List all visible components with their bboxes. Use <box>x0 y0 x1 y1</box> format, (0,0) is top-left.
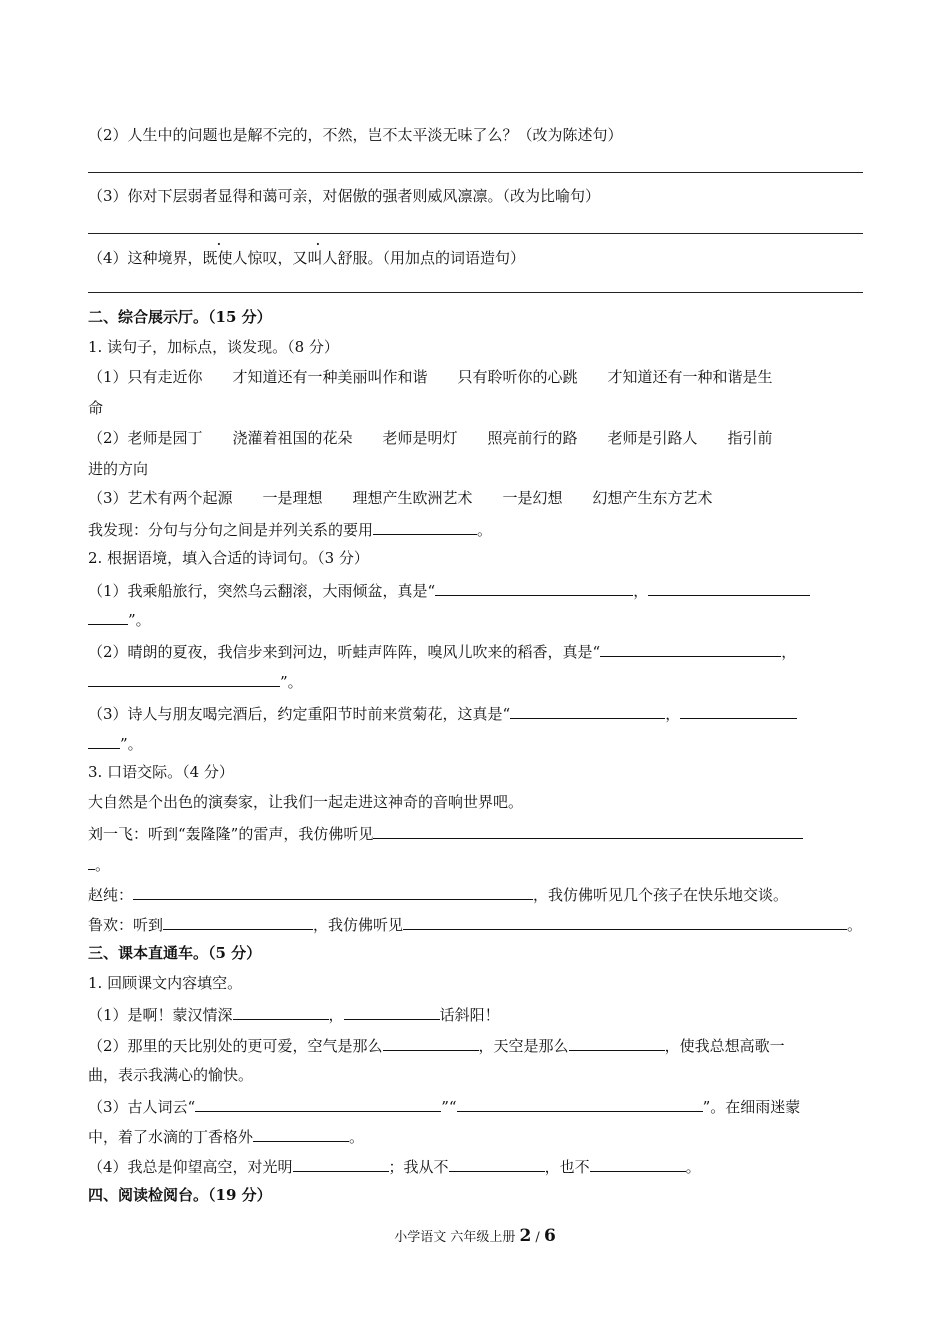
fill-blank[interactable] <box>163 913 313 930</box>
s2-q3-intro: 大自然是个出色的演奏家，让我们一起走进这神奇的音响世界吧。 <box>88 793 524 811</box>
fill-blank[interactable] <box>600 640 781 657</box>
fill-blank[interactable] <box>569 1034 665 1051</box>
s2-q2-item-2-cont: ”。 <box>88 670 864 692</box>
fill-blank[interactable] <box>88 608 128 625</box>
s2-q3-item-1: 刘一飞：听到“轰隆隆”的雷声，我仿佛听见 <box>88 822 864 844</box>
s2-q3-item-3: 鲁欢：听到 ，我仿佛听见 。 <box>88 913 864 935</box>
page-number: 2 <box>519 1226 532 1246</box>
fill-blank[interactable] <box>403 913 847 930</box>
fill-blank[interactable] <box>449 1155 545 1172</box>
s2-q2-item-1: （1）我乘船旅行，突然乌云翻滚，大雨倾盆，真是“ ， <box>88 579 864 601</box>
s2-q3-item-1-cont: 。 <box>88 853 864 875</box>
s3-item-2: （2）那里的天比别处的更可爱，空气是那么 ，天空是那么 ，使我总想高歌一 <box>88 1034 864 1056</box>
page-footer <box>0 1226 950 1248</box>
footer-label: 小学语文 六年级上册 <box>394 1230 520 1245</box>
fill-blank[interactable] <box>590 1155 686 1172</box>
s2-q2-title: 2. 根据语境，填入合适的诗词句。（3 分） <box>88 549 369 567</box>
s2-q1-sentence-3: （3）艺术有两个起源 一是理想 理想产生欧洲艺术 一是幻想 幻想产生东方艺术 <box>88 489 713 507</box>
s3-q1-title: 1. 回顾课文内容填空。 <box>88 974 243 992</box>
fill-blank[interactable] <box>680 702 797 719</box>
question-4-text: （4）这种境界，既使人惊叹，又叫人舒服。（用加点的词语造句） <box>88 249 526 267</box>
s2-q2-item-2: （2）晴朗的夏夜，我信步来到河边，听蛙声阵阵，嗅风儿吹来的稻香，真是“ ， <box>88 640 864 662</box>
fill-blank[interactable] <box>344 1003 440 1020</box>
emphasis-dot: · <box>217 238 221 251</box>
fill-blank[interactable] <box>373 822 803 839</box>
fill-blank[interactable] <box>88 853 95 870</box>
s3-item-3-cont: 中，着了水滴的丁香格外 。 <box>88 1125 864 1147</box>
page-total: 6 <box>543 1226 556 1246</box>
answer-line[interactable] <box>88 292 863 293</box>
s3-item-1: （1）是啊！蒙汉情深 ， 话斜阳！ <box>88 1003 864 1025</box>
s2-q1-sentence-1: （1）只有走近你 才知道还有一种美丽叫作和谐 只有聆听你的心跳 才知道还有一种和谐是生 <box>88 368 773 386</box>
s3-item-4: （4）我总是仰望高空，对光明 ；我从不 ，也不 。 <box>88 1155 864 1177</box>
fill-blank[interactable] <box>648 579 810 596</box>
section-4-title: 四、阅读检阅台。（19 分） <box>88 1186 272 1204</box>
s2-q1-sentence-1-cont: 命 <box>88 399 104 417</box>
section-3-title: 三、课本直通车。（5 分） <box>88 944 262 962</box>
fill-blank[interactable] <box>233 1003 329 1020</box>
s3-item-3: （3）古人词云“ ”“ ”。在细雨迷蒙 <box>88 1095 864 1117</box>
s2-q1-sentence-2-cont: 进的方向 <box>88 460 149 478</box>
fill-blank[interactable] <box>88 670 280 687</box>
s2-q3-title: 3. 口语交际。（4 分） <box>88 763 234 781</box>
s2-q1-sentence-2: （2）老师是园丁 浇灌着祖国的花朵 老师是明灯 照亮前行的路 老师是引路人 指引前 <box>88 429 773 447</box>
fill-blank[interactable] <box>195 1095 441 1112</box>
fill-blank[interactable] <box>373 518 477 535</box>
s2-q2-item-1-cont: ”。 <box>88 608 864 630</box>
s2-q1-discovery: 我发现：分句与分句之间是并列关系的要用 。 <box>88 518 864 540</box>
question-3-text: （3）你对下层弱者显得和蔼可亲，对倨傲的强者则威风凛凛。（改为比喻句） <box>88 187 601 205</box>
section-2-title: 二、综合展示厅。（15 分） <box>88 308 272 326</box>
s2-q2-item-3-cont: ”。 <box>88 732 864 754</box>
answer-line[interactable] <box>88 233 863 234</box>
question-2-text: （2）人生中的问题也是解不完的，不然，岂不太平淡无味了么？（改为陈述句） <box>88 126 623 144</box>
s3-item-2-cont: 曲，表示我满心的愉快。 <box>88 1066 254 1084</box>
emphasis-dot: · <box>316 238 320 251</box>
s2-q2-item-3: （3）诗人与朋友喝完酒后，约定重阳节时前来赏菊花，这真是“ ， <box>88 702 864 724</box>
s2-q1-title: 1. 读句子，加标点，谈发现。（8 分） <box>88 338 339 356</box>
fill-blank[interactable] <box>383 1034 479 1051</box>
page-separator: / <box>531 1230 544 1245</box>
fill-blank[interactable] <box>510 702 665 719</box>
answer-line[interactable] <box>88 172 863 173</box>
fill-blank[interactable] <box>133 883 533 900</box>
fill-blank[interactable] <box>253 1125 349 1142</box>
fill-blank[interactable] <box>435 579 633 596</box>
s2-q3-item-2: 赵纯： ，我仿佛听见几个孩子在快乐地交谈。 <box>88 883 864 905</box>
fill-blank[interactable] <box>293 1155 389 1172</box>
fill-blank[interactable] <box>88 732 120 749</box>
fill-blank[interactable] <box>457 1095 703 1112</box>
